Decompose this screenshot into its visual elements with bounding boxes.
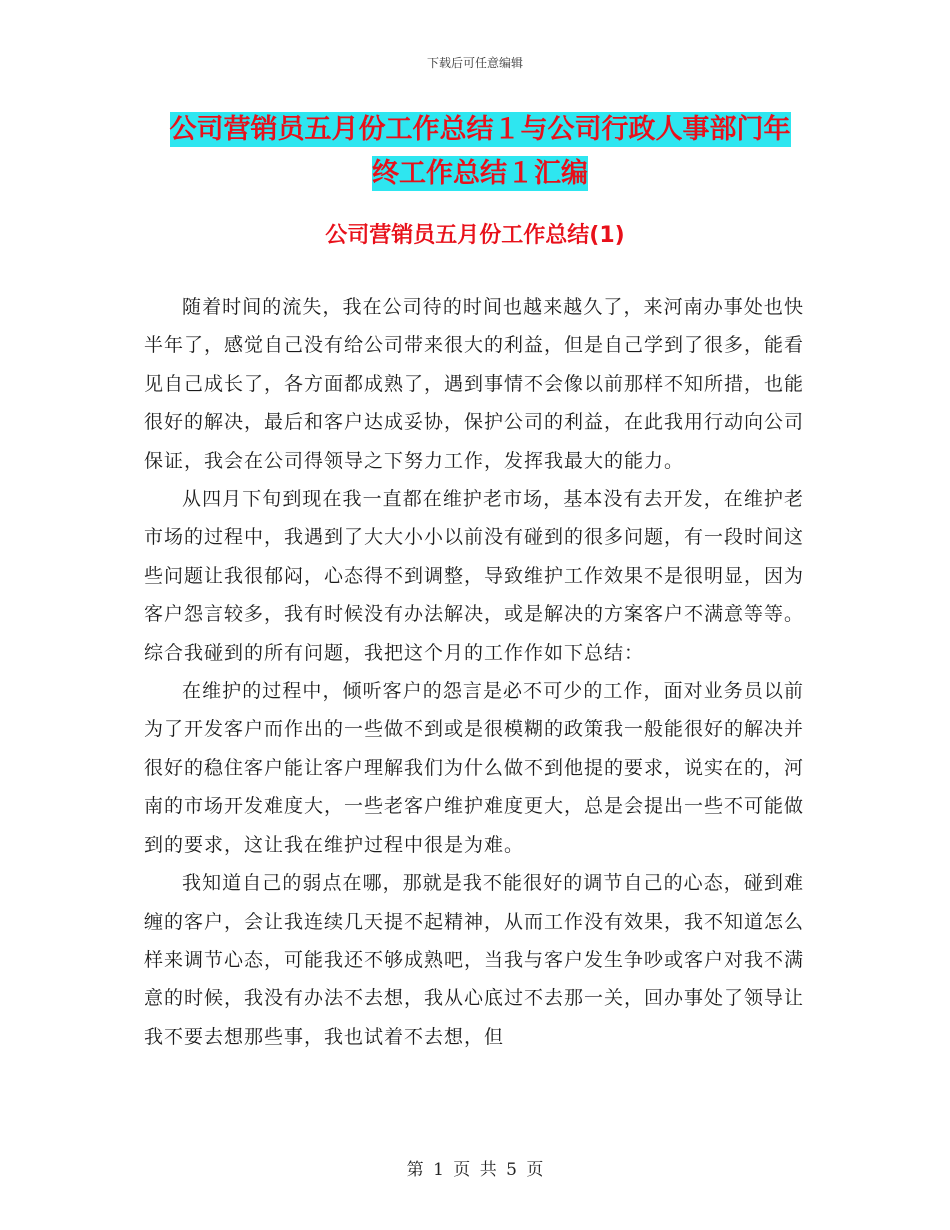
- page-number-footer: 第 1 页 共 5 页: [406, 1160, 544, 1180]
- header-note: 下载后可任意编辑: [426, 56, 523, 70]
- paragraph-3: 在维护的过程中，倾听客户的怨言是必不可少的工作，面对业务员以前为了开发客户而作出的一些做不到或是很模糊的政策我一般能很好的解决并很好的稳住客户能让客户理解我们为什么做不到他提的要求，说实在的，河南的市场开发难度大，一些老客户维护难度更大，总是会提出一些不可能做到的要求，这让我在维护过程中很是为难。: [144, 680, 805, 856]
- paragraph-2: 从四月下旬到现在我一直都在维护老市场，基本没有去开发，在维护老市场的过程中，我遇到了大大小小以前没有碰到的很多问题，有一段时间这些问题让我很郁闷，心态得不到调整，导致维护工作效果不是很明显，因为客户怨言较多，我有时候没有办法解决，或是解决的方案客户不满意等等。综合我碰到的所有问题，我把这个月的工作作如下总结：: [144, 488, 805, 664]
- section-title: 公司营销员五月份工作总结(1): [325, 223, 625, 248]
- paragraph-4: 我知道自己的弱点在哪，那就是我不能很好的调节自己的心态，碰到难缠的客户，会让我连续几天提不起精神，从而工作没有效果，我不知道怎么样来调节心态，可能我还不够成熟吧，当我与客户发生争吵或客户对我不满意的时候，我没有办法不去想，我从心底过不去那一关，回办事处了领导让我不要去想那些事，我也试着不去想，但: [144, 872, 805, 1048]
- title-line-2: 终工作总结１汇编: [372, 158, 588, 189]
- paragraph-1: 随着时间的流失，我在公司待的时间也越来越久了，来河南办事处也快半年了，感觉自己没有给公司带来很大的利益，但是自己学到了很多，能看见自己成长了，各方面都成熟了，遇到事情不会像以前那样不知所措，也能很好的解决，最后和客户达成妥协，保护公司的利益，在此我用行动向公司保证，我会在公司得领导之下努力工作，发挥我最大的能力。: [144, 296, 805, 472]
- document-title: [140, 108, 820, 196]
- body-text: [144, 288, 804, 1056]
- title-line-1: 公司营销员五月份工作总结１与公司行政人事部门年: [169, 114, 791, 145]
